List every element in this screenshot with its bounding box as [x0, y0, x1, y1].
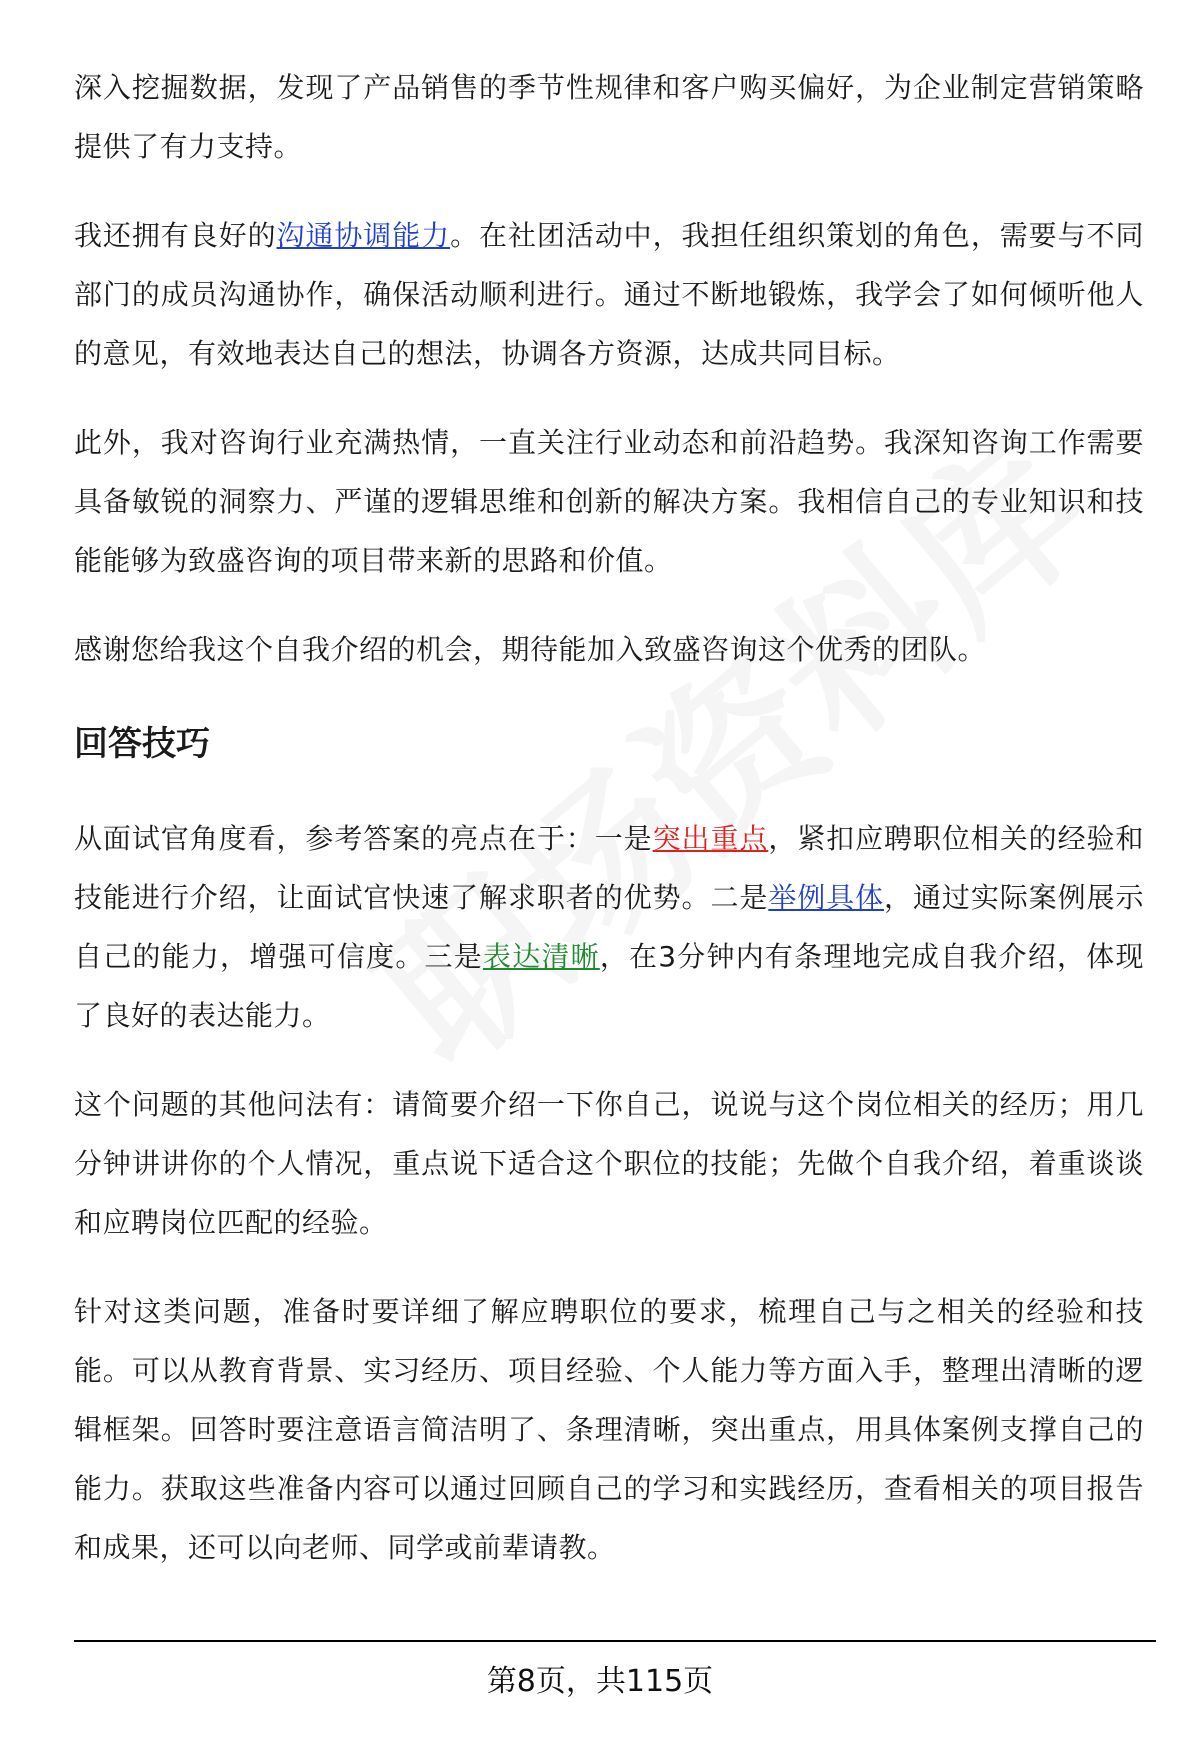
highlighted-phrase: 举例具体: [768, 881, 885, 914]
paragraph-text: 我还拥有良好的: [74, 219, 277, 252]
body-top: [74, 58, 1144, 679]
paragraph: [74, 58, 1144, 176]
paragraph: [74, 1282, 1144, 1577]
paragraph: [74, 1075, 1144, 1252]
paragraph-text: ，紧扣应聘职位相关的经验和技能进行介绍，让面试官快速了解求职者的优势。二是: [74, 822, 1144, 914]
paragraph-text: ，在3分钟内有条理地完成自我介绍，体现了良好的表达能力。: [74, 940, 1144, 1032]
paragraph-text: 感谢您给我这个自我介绍的机会，期待能加入致盛咨询这个优秀的团队。: [74, 633, 987, 666]
highlighted-phrase: 沟通协调能力: [276, 219, 451, 252]
highlighted-phrase: 突出重点: [652, 822, 769, 855]
paragraph: [74, 620, 1144, 679]
paragraph-text: 。在社团活动中，我担任组织策划的角色，需要与不同部门的成员沟通协作，确保活动顺利进行。通过不断地锻炼，我学会了如何倾听他人的意见，有效地表达自己的想法，协调各方资源，达成共同目标。: [74, 219, 1144, 370]
paragraph: [74, 413, 1144, 590]
paragraph-text: 这个问题的其他问法有：请简要介绍一下你自己，说说与这个岗位相关的经历；用几分钟讲讲你的个人情况，重点说下适合这个职位的技能；先做个自我介绍，着重谈谈和应聘岗位匹配的经验。: [74, 1088, 1144, 1239]
paragraph-text: 此外，我对咨询行业充满热情，一直关注行业动态和前沿趋势。我深知咨询工作需要具备敏锐的洞察力、严谨的逻辑思维和创新的解决方案。我相信自己的专业知识和技能能够为致盛咨询的项目带来新的思路和价值。: [74, 426, 1144, 577]
paragraph-text: 从面试官角度看，参考答案的亮点在于：一是: [74, 822, 653, 855]
body-bottom: [74, 809, 1144, 1577]
paragraph-text: 针对这类问题，准备时要详细了解应聘职位的要求，梳理自己与之相关的经验和技能。可以从教育背景、实习经历、项目经验、个人能力等方面入手，整理出清晰的逻辑框架。回答时要注意语言简洁明了、条理清晰，突出重点，用具体案例支撑自己的能力。获取这些准备内容可以通过回顾自己的学习和实践经历，查看相关的项目报告和成果，还可以向老师、同学或前辈请教。: [74, 1295, 1144, 1564]
paragraph: [74, 206, 1144, 383]
page-number: 第8页，共115页: [486, 1664, 714, 1699]
document-page: [74, 58, 1144, 1607]
paragraph: [74, 809, 1144, 1045]
section-heading: 回答技巧: [74, 724, 210, 764]
footer-divider: [74, 1640, 1156, 1642]
highlighted-phrase: 表达清晰: [482, 940, 600, 973]
paragraph-text: 深入挖掘数据，发现了产品销售的季节性规律和客户购买偏好，为企业制定营销策略提供了有力支持。: [74, 71, 1144, 163]
paragraph-text: ，通过实际案例展示自己的能力，增强可信度。三是: [74, 881, 1144, 973]
